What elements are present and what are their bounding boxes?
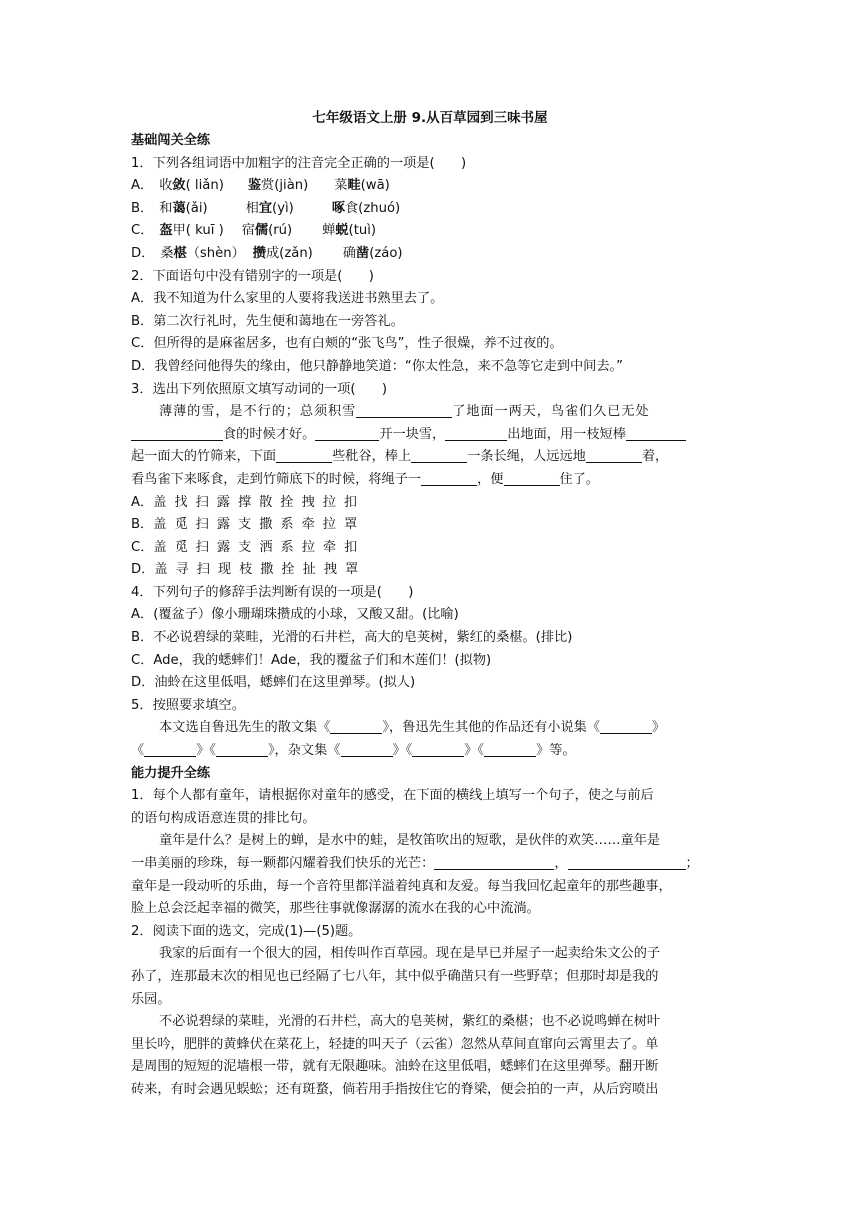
fill-blank[interactable] — [484, 741, 536, 757]
option-char: 拽 — [323, 562, 338, 578]
q2-option-c: C．但所得的是麻雀居多，也有白颊的“张飞鸟”，性子很燥，养不过夜的。 — [131, 336, 563, 352]
option-char: 拽 — [301, 494, 315, 510]
fill-blank[interactable] — [330, 718, 382, 734]
fill-blank[interactable] — [131, 425, 223, 441]
option-char: 盖 — [154, 562, 168, 578]
option-char: 盖 — [153, 494, 167, 510]
q1-option-b: B． 和蔼(ǎi) 相宜(yì) 啄食(zhuó) — [131, 200, 401, 216]
option-char: 扫 — [195, 539, 209, 555]
q3-option-d: D．盖 寻 扫 现 枝 撒 拴 扯 拽 罩 — [131, 559, 731, 582]
fill-blank[interactable] — [626, 425, 686, 441]
fill-blank[interactable] — [445, 425, 507, 441]
q1-option-d: D． 桑椹（shèn） 攒成(zǎn) 确凿(záo) — [131, 245, 403, 261]
option-char: 牵 — [301, 517, 315, 533]
q2-option-b: B．第二次行礼时，先生便和蔼地在一旁答礼。 — [131, 313, 404, 329]
option-char: 扣 — [343, 494, 358, 510]
option-char: 露 — [216, 517, 230, 533]
fill-blank[interactable] — [600, 718, 652, 734]
ab1-stem: 1．每个人都有童年，请根据你对童年的感受，在下面的横线上填写一个句子，使之与前后 — [131, 788, 654, 804]
fill-blank[interactable] — [276, 447, 332, 463]
option-char: 露 — [216, 494, 230, 510]
option-char: 拴 — [280, 494, 294, 510]
option-char: 扫 — [195, 494, 209, 510]
option-char: 支 — [238, 517, 252, 533]
option-char: 扫 — [196, 562, 210, 578]
option-char: 罩 — [343, 517, 358, 533]
q2-option-d: D．我曾经问他得失的缘由，他只静静地笑道：“你太性急，来不急等它走到中间去。” — [131, 358, 623, 374]
option-char: 扯 — [302, 562, 316, 578]
option-char: 罩 — [345, 562, 359, 578]
q3-passage-line: 看鸟雀下来啄食，走到竹筛底下的时候，将绳子一 ，便 住了。 — [131, 471, 600, 487]
option-char: 觅 — [174, 517, 188, 533]
q2-option-a: A．我不知道为什么家里的人要将我送进书熟里去了。 — [131, 291, 444, 307]
fill-blank[interactable] — [421, 470, 477, 486]
reading-passage: 我家的后面有一个很大的园，相传叫作百草园。现在是早已并屋子一起卖给朱文公的子 — [159, 946, 661, 962]
ab2-stem: 2．阅读下面的选文，完成(1)—(5)题。 — [131, 923, 362, 939]
reading-passage: 砖来，有时会遇见蜈蚣；还有斑蝥，倘若用手指按住它的脊梁，便会拍的一声，从后窍喷出 — [131, 1081, 659, 1097]
option-char: 扣 — [344, 539, 358, 555]
reading-passage: 里长吟，肥胖的黄蜂伏在菜花上，轻捷的叫天子（云雀）忽然从草间直窜向云霄里去了。单 — [131, 1036, 659, 1052]
reading-passage: 是周围的短短的泥墙根一带，就有无限趣味。油蛉在这里低唱，蟋蟀们在这里弹琴。翻开断 — [131, 1059, 659, 1075]
option-char: 系 — [280, 539, 294, 555]
q3-passage-line: 起一面大的竹筛来，下面 些秕谷，棒上 一条长绳，人远远地 着， — [131, 449, 669, 465]
option-char: 撒 — [259, 517, 273, 533]
q4-option-c: C．Ade，我的蟋蟀们！Ade，我的覆盆子们和木莲们！(拟物) — [131, 652, 492, 668]
option-char: 觅 — [174, 539, 188, 555]
option-char: 洒 — [259, 539, 273, 555]
q3-stem: 3．选出下列依照原文填写动词的一项( ) — [131, 381, 388, 397]
option-char: 散 — [259, 494, 273, 510]
page-title: 七年级语文上册 9.从百草园到三味书屋 — [312, 110, 548, 126]
q3-option-a: A．盖 找 扫 露 撑 散 拴 拽 拉 扣 — [131, 492, 731, 515]
q4-option-a: A．(覆盆子）像小珊瑚珠攒成的小球，又酸又甜。(比喻) — [131, 607, 459, 623]
option-char: 盖 — [153, 517, 167, 533]
reading-passage: 不必说碧绿的菜畦，光滑的石井栏，高大的皂荚树，紫红的桑椹；也不必说鸣蝉在树叶 — [159, 1014, 661, 1030]
fill-blank[interactable] — [315, 425, 379, 441]
ab1-passage: 童年是一段动听的乐曲，每一个音符里都洋溢着纯真和友爱。每当我回忆起童年的那些趣事， — [131, 878, 672, 894]
reading-passage: 乐园。 — [131, 991, 171, 1007]
section-heading-basic: 基础闯关全练 — [131, 133, 211, 148]
option-char: 撒 — [260, 562, 274, 578]
q4-stem: 4．下列句子的修辞手法判断有误的一项是( ) — [131, 584, 414, 600]
q1-option-c: C． 盔甲( kuī ) 宿儒(rú) 蝉蜕(tuì) — [131, 223, 377, 239]
fill-blank[interactable] — [144, 741, 196, 757]
q3-option-c: C．盖 觅 扫 露 支 洒 系 拉 牵 扣 — [131, 537, 731, 560]
fill-blank[interactable] — [412, 741, 464, 757]
option-char: 盖 — [153, 539, 167, 555]
q3-option-b: B．盖 觅 扫 露 支 撒 系 牵 拉 罩 — [131, 514, 731, 537]
q5-line: 《 》《 》，杂文集《 》《 》《 》等。 — [131, 743, 576, 759]
q3-passage-line: 食的时候才好。 开一块雪， 出地面，用一枝短棒 — [131, 424, 731, 447]
option-char: 牵 — [322, 539, 337, 555]
fill-blank[interactable] — [434, 854, 554, 870]
option-char: 枝 — [239, 562, 253, 578]
section-heading-advanced: 能力提升全练 — [131, 765, 211, 781]
option-char: 拉 — [322, 517, 336, 533]
fill-blank[interactable] — [356, 402, 452, 418]
q3-options — [131, 492, 731, 582]
option-char: 扫 — [195, 517, 209, 533]
q5-stem: 5．按照要求填空。 — [131, 697, 245, 713]
q1-option-a: A． 收敛( liǎn) 鉴赏(jiàn) 菜畦(wā) — [131, 178, 390, 194]
fill-blank[interactable] — [411, 447, 467, 463]
option-char: 现 — [217, 562, 232, 578]
ab1-stem-cont: 的语句构成语意连贯的排比句。 — [131, 810, 316, 826]
q1-stem: 1．下列各组词语中加粗字的注音完全正确的一项是( ) — [131, 155, 467, 171]
fill-blank[interactable] — [216, 741, 268, 757]
document-body — [131, 130, 731, 1102]
option-char: 拉 — [322, 494, 336, 510]
option-char: 撑 — [237, 494, 252, 510]
fill-blank[interactable] — [341, 741, 393, 757]
option-char: 系 — [280, 517, 294, 533]
option-char: 找 — [174, 494, 188, 510]
ab1-passage: 童年是什么？是树上的蝉，是水中的蛙，是牧笛吹出的短歌，是伙伴的欢笑……童年是 — [159, 833, 661, 849]
reading-passage: 孙了，连那最末次的相见也已经隔了七八年，其中似乎确凿只有一些野草；但那时却是我的 — [131, 968, 659, 984]
fill-blank[interactable] — [568, 854, 686, 870]
fill-blank[interactable] — [586, 447, 642, 463]
option-char: 拴 — [281, 562, 295, 578]
q2-stem: 2．下面语句中没有错别字的一项是( ) — [131, 268, 374, 284]
fill-blank[interactable] — [504, 470, 560, 486]
q4-option-b: B．不必说碧绿的菜畦，光滑的石井栏，高大的皂荚树，紫红的桑椹。(排比) — [131, 630, 573, 646]
ab1-passage: 一串美丽的珍珠，每一颗都闪耀着我们快乐的光芒： ， ； — [131, 856, 699, 871]
q4-option-d: D．油蛉在这里低唱，蟋蟀们在这里弹琴。(拟人) — [131, 675, 416, 691]
option-char: 露 — [216, 539, 231, 555]
option-char: 寻 — [175, 562, 189, 578]
ab1-passage: 脸上总会泛起幸福的微笑，那些往事就像潺潺的流水在我的心中流淌。 — [131, 901, 540, 917]
option-char: 支 — [238, 539, 252, 555]
q5-line: 本文选自鲁迅先生的散文集《 》，鲁迅先生其他的作品还有小说集《 》 — [159, 720, 666, 736]
option-char: 拉 — [301, 539, 315, 555]
q3-passage-line: 薄薄的雪，是不行的；总须积雪 了地面一两天，鸟雀们久已无处 — [159, 404, 650, 420]
